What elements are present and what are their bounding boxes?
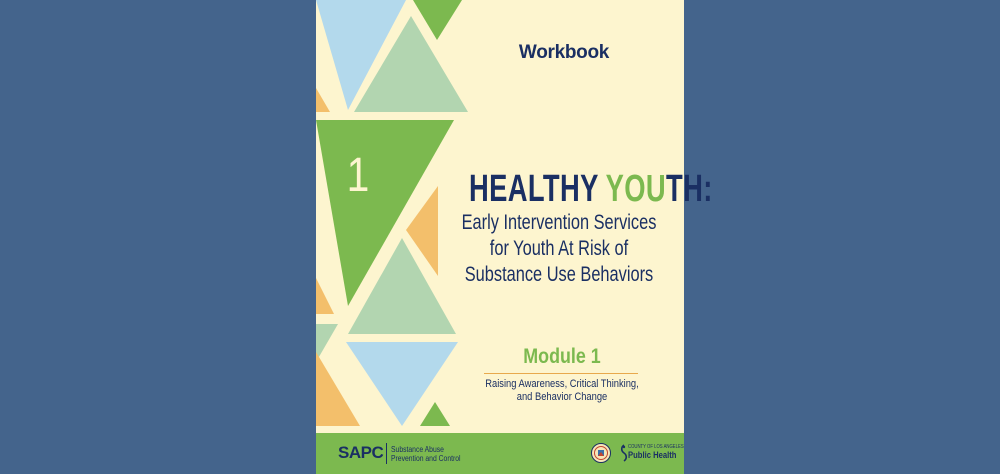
module-topic-line-1: Raising Awareness, Critical Thinking, [485, 378, 639, 390]
module-number: 1 [346, 149, 370, 202]
title-part-2: TH: [666, 168, 713, 210]
triangle-orange-left-top [316, 88, 330, 112]
sapc-name-line-1: Substance Abuse [391, 445, 444, 454]
main-title [469, 168, 713, 211]
subtitle-line-3: Substance Use Behaviors [464, 263, 654, 286]
triangle-green-bottom [420, 402, 450, 426]
cover-footer [316, 433, 684, 474]
title-part-1: HEALTHY [469, 168, 606, 210]
public-health-logo: Public Health [628, 450, 677, 460]
subtitle-line-1: Early Intervention Services [461, 211, 657, 234]
logo-divider [386, 443, 387, 464]
workbook-label: Workbook [518, 42, 610, 63]
sapc-logo: SAPC [338, 443, 384, 462]
triangle-orange-bottom [316, 352, 360, 426]
triangle-orange-left-mid [316, 278, 334, 314]
county-seal-icon [591, 443, 611, 463]
triangle-sage-small [316, 324, 338, 362]
sapc-name-line-2: Prevention and Control [391, 454, 461, 463]
title-highlight: YOU [605, 168, 667, 210]
workbook-cover [316, 0, 713, 474]
subtitle-line-2: for Youth At Risk of [489, 237, 629, 260]
module-title: Module 1 [523, 345, 601, 368]
module-divider [484, 373, 638, 374]
module-topic-line-2: and Behavior Change [516, 391, 608, 403]
public-health-county: COUNTY OF LOS ANGELES [628, 444, 684, 450]
